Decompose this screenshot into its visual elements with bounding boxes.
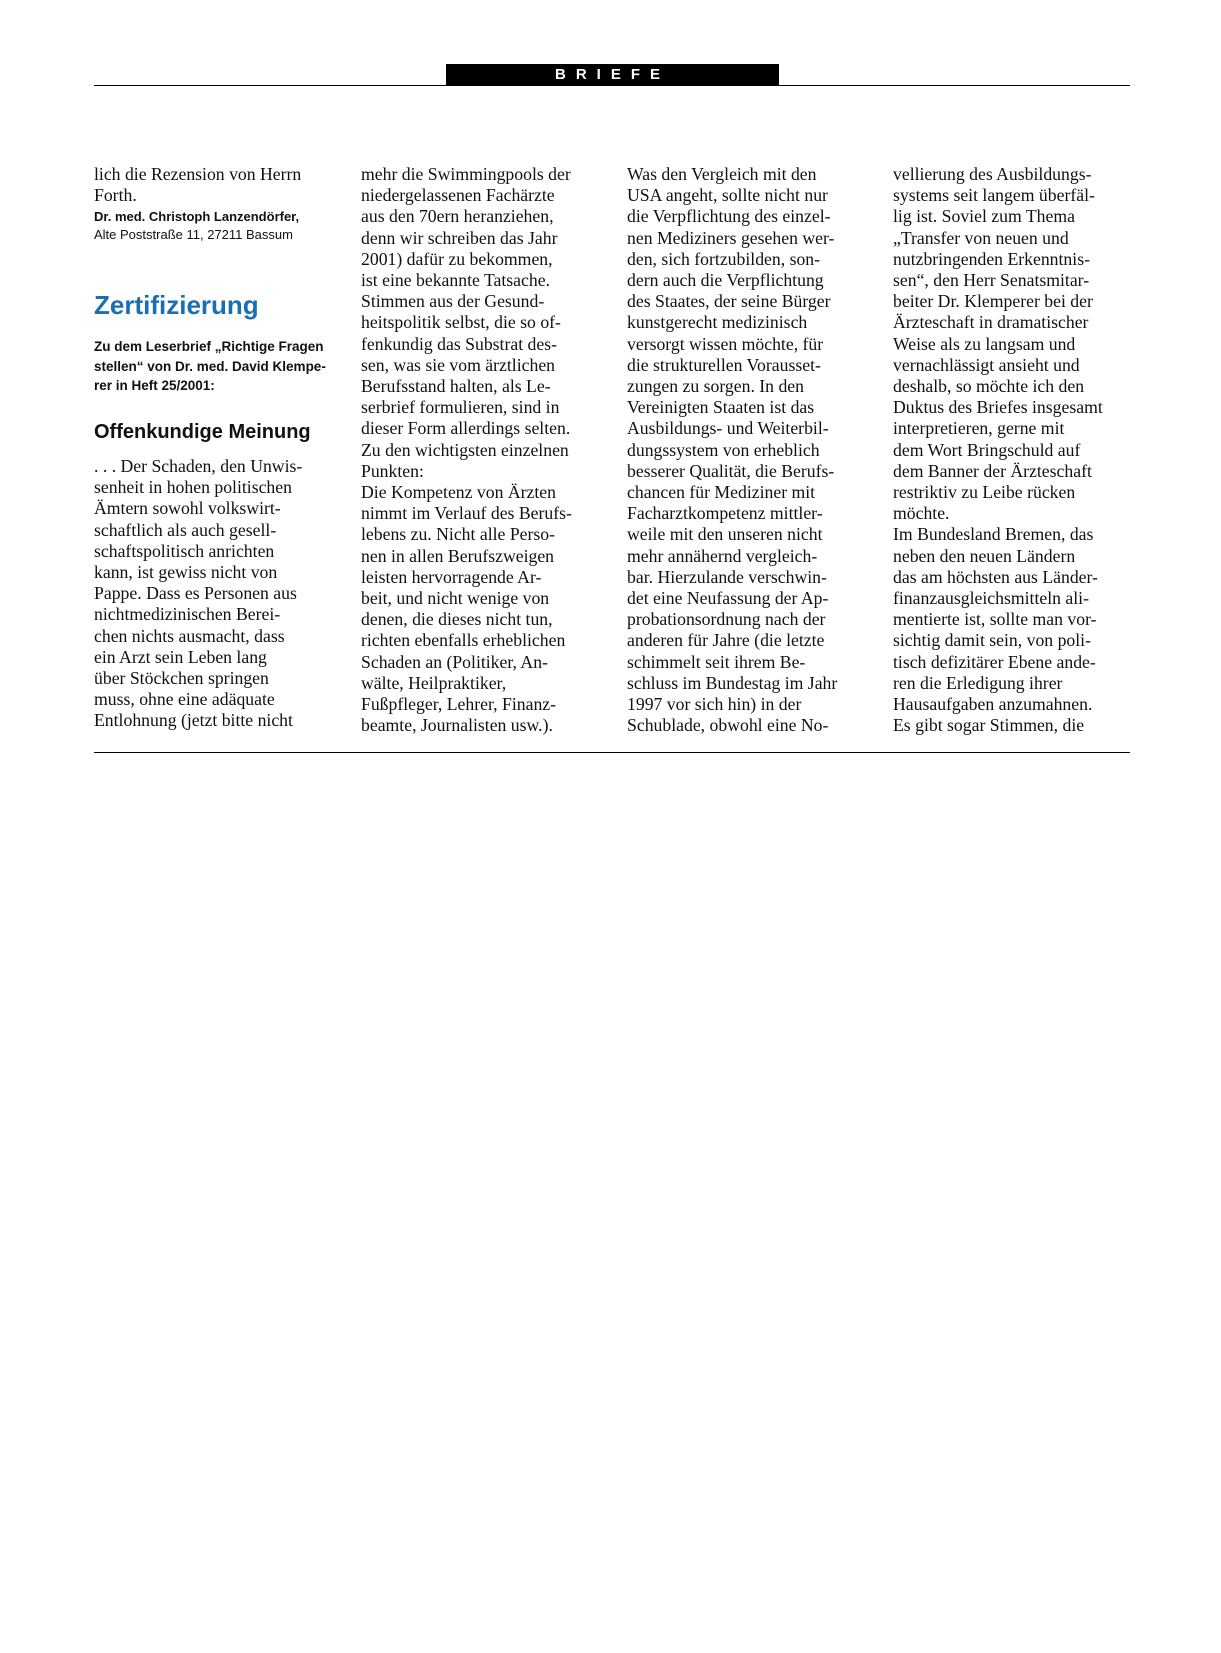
letter-title: Offenkundige Meinung (94, 420, 311, 443)
letter-body-part-1: . . . Der Schaden, den Unwis- senheit in hohen politischen Ämtern sowohl volkswirt- schaftlich als auch gesell- schaftspolitisch anrichten kann, ist gewiss nicht von Pappe. Dass es Personen aus nichtmedizinischen Berei- chen nichts ausmacht, dass ein Arzt sein Leben lang über Stöckchen springen muss, ohne eine adäquate Entlohnung (jetzt bitte nicht (94, 455, 303, 731)
column-1 (94, 164, 334, 732)
letter-body-part-2: mehr die Swimmingpools der niedergelassenen Fachärzte aus den 70ern heranziehen, denn wir schreiben das Jahr 2001) dafür zu bekommen, ist eine bekannte Tatsache. Stimmen aus der Gesund- heitspolitik selbst, die so of- fenkundig das Substrat des- sen, was sie vom ärztlichen Berufsstand halten, als Le- serbrief formulieren, sind in dieser Form allerdings selten. Zu den wichtigsten einzelnen Punkten: Die Kompetenz von Ärzten nimmt im Verlauf des Berufs- lebens zu. Nicht alle Perso- nen in allen Berufszweigen leisten hervorragende Ar- beit, und nicht wenige von denen, die dieses nicht tun, richten ebenfalls erheblichen Schaden an (Politiker, An- wälte, Heilpraktiker, Fußpfleger, Lehrer, Finanz- beamte, Journalisten usw.). (361, 164, 572, 736)
column-3 (627, 164, 867, 736)
section-title: Zertifizierung (94, 290, 259, 321)
signature-address: Alte Poststraße 11, 27211 Bassum (94, 227, 293, 243)
column-4 (893, 164, 1133, 736)
previous-letter-ending: lich die Rezension von Herrn Forth. (94, 164, 302, 206)
signature-name: Dr. med. Christoph Lanzendörfer, (94, 209, 300, 225)
section-label: BRIEFE (446, 64, 779, 86)
letter-body-part-3: Was den Vergleich mit den USA angeht, sollte nicht nur die Verpflichtung des einzel- nen Mediziners gesehen wer- den, sich fortzubilden, son- dern auch die Verpflichtung des Staates, der seine Bürger kunstgerecht medizinisch versorgt wissen möchte, für die strukturellen Vorausset- zungen zu sorgen. In den Vereinigten Staaten ist das Ausbildungs- und Weiterbil- dungssystem von erheblich besserer Qualität, die Berufs- chancen für Mediziner mit Facharztkompetenz mittler- weile mit den unseren nicht mehr annähernd vergleich- bar. Hierzulande verschwin- det eine Neufassung der Ap- probationsordnung nach der anderen für Jahre (die letzte schimmelt seit ihrem Be- schluss im Bundestag im Jahr 1997 vor sich hin) in der Schublade, obwohl eine No- (627, 164, 838, 736)
column-2 (361, 164, 601, 736)
bottom-rule (94, 752, 1130, 753)
letter-body-part-4: vellierung des Ausbildungs- systems seit langem überfäl- lig ist. Soviel zum Thema „Transfer von neuen und nutzbringenden Erkenntnis- sen“, den Herr Senatsmitar- beiter Dr. Klemperer bei der Ärzteschaft in dramatischer Weise als zu langsam und vernachlässigt ansieht und deshalb, so möchte ich den Duktus des Briefes insgesamt interpretieren, gerne mit dem Wort Bringschuld auf dem Banner der Ärzteschaft restriktiv zu Leibe rücken möchte. Im Bundesland Bremen, das neben den neuen Ländern das am höchsten aus Länder- finanzausgleichsmitteln ali- mentierte ist, sollte man vor- sichtig damit sein, von poli- tisch defizitärer Ebene ande- ren die Erledigung ihrer Hausaufgaben anzumahnen. Es gibt sogar Stimmen, die (893, 164, 1103, 736)
letter-reference: Zu dem Leserbrief „Richtige Fragen stellen“ von Dr. med. David Klempe- rer in Heft 25/2001: (94, 339, 326, 394)
